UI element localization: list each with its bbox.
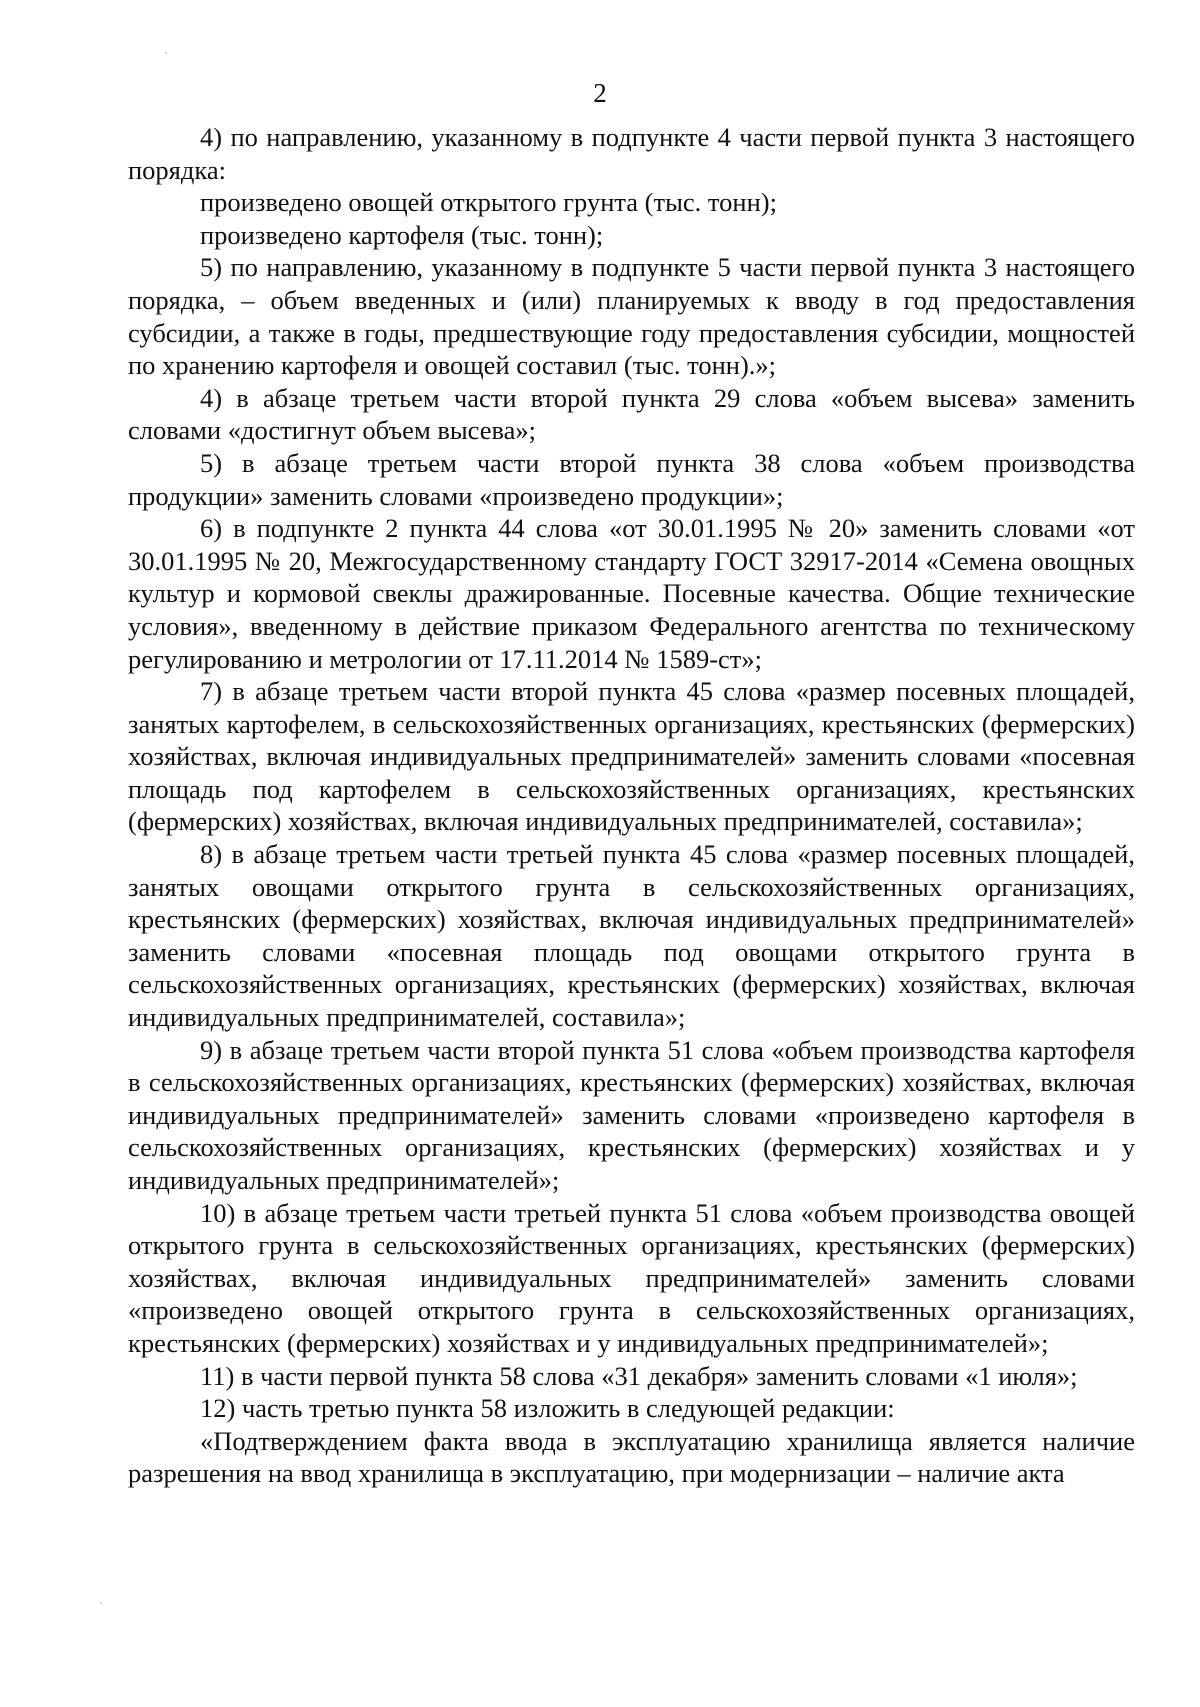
- paragraph-amendment-9: 9) в абзаце третьем части второй пункта 51 слова «объем производства картофеля в сельскохозяйственных организациях, крестьянских (фермерских) хозяйствах, включая индивидуальных предпринимателей» заменить словами «произведено картофеля в сельскохозяйственных организациях, крестьянских (фермерских) хозяйствах и у индивидуальных предпринимателей»;: [128, 1034, 1135, 1195]
- paragraph-item-5-direction: 5) по направлению, указанному в подпункте 5 части первой пункта 3 настоящего порядка, – объем введенных и (или) планируемых к вводу в год предоставления субсидии, а также в годы, предшествующие году предоставления субсидии, мощностей по хранению картофеля и овощей составил (тыс. тонн).»;: [128, 252, 1135, 381]
- paragraph-amendment-8: 8) в абзаце третьем части третьей пункта 45 слова «размер посевных площадей, занятых овощами открытого грунта в сельскохозяйственных организациях, крестьянских (фермерских) хозяйствах, включая индивидуальных предпринимателей» заменить словами «посевная площадь под овощами открытого грунта в сельскохозяйственных организациях, крестьянских (фермерских) хозяйствах, включая индивидуальных предпринимателей, составила»;: [128, 839, 1135, 1033]
- paragraph-amendment-12: 12) часть третью пункта 58 изложить в следующей редакции:: [200, 1393, 895, 1424]
- paragraph-quoted-text: «Подтверждением факта ввода в эксплуатацию хранилища является наличие разрешения на ввод хранилища в эксплуатацию, при модернизации – наличие акта: [128, 1425, 1135, 1489]
- page-number: 2: [593, 78, 607, 108]
- paragraph-vegetables-produced: произведено овощей открытого грунта (тыс. тонн);: [200, 187, 777, 218]
- scan-speck: [100, 1602, 102, 1604]
- document-body: [128, 121, 1135, 1490]
- paragraph-amendment-11: 11) в части первой пункта 58 слова «31 декабря» заменить словами «1 июля»;: [200, 1360, 1078, 1391]
- paragraph-amendment-6: 6) в подпункте 2 пункта 44 слова «от 30.01.1995 № 20» заменить словами «от 30.01.1995 № 20, Межгосударственному стандарту ГОСТ 32917-2014 «Семена овощных культур и кормовой свеклы дражированные. Посевные качества. Общие технические условия», введенному в действие приказом Федерального агентства по техническому регулированию и метрологии от 17.11.2014 № 1589-ст»;: [128, 513, 1135, 674]
- scan-speck: [165, 52, 167, 54]
- paragraph-potatoes-produced: произведено картофеля (тыс. тонн);: [200, 219, 604, 250]
- paragraph-amendment-7: 7) в абзаце третьем части второй пункта 45 слова «размер посевных площадей, занятых картофелем, в сельскохозяйственных организациях, крестьянских (фермерских) хозяйствах, включая индивидуальных предпринимателей» заменить словами «посевная площадь под картофелем в сельскохозяйственных организациях, крестьянских (фермерских) хозяйствах, включая индивидуальных предпринимателей, составила»;: [128, 676, 1135, 837]
- paragraph-amendment-4: 4) в абзаце третьем части второй пункта 29 слова «объем высева» заменить словами «достигнут объем высева»;: [128, 382, 1135, 446]
- paragraph-amendment-5: 5) в абзаце третьем части второй пункта 38 слова «объем производства продукции» заменить словами «произведено продукции»;: [128, 447, 1135, 511]
- paragraph-amendment-10: 10) в абзаце третьем части третьей пункта 51 слова «объем производства овощей открытого грунта в сельскохозяйственных организациях, крестьянских (фермерских) хозяйствах, включая индивидуальных предпринимателей» заменить словами «произведено овощей открытого грунта в сельскохозяйственных организациях, крестьянских (фермерских) хозяйствах и у индивидуальных предпринимателей»;: [128, 1197, 1135, 1358]
- paragraph-item-4-direction: 4) по направлению, указанному в подпункте 4 части первой пункта 3 настоящего порядка:: [128, 122, 1135, 185]
